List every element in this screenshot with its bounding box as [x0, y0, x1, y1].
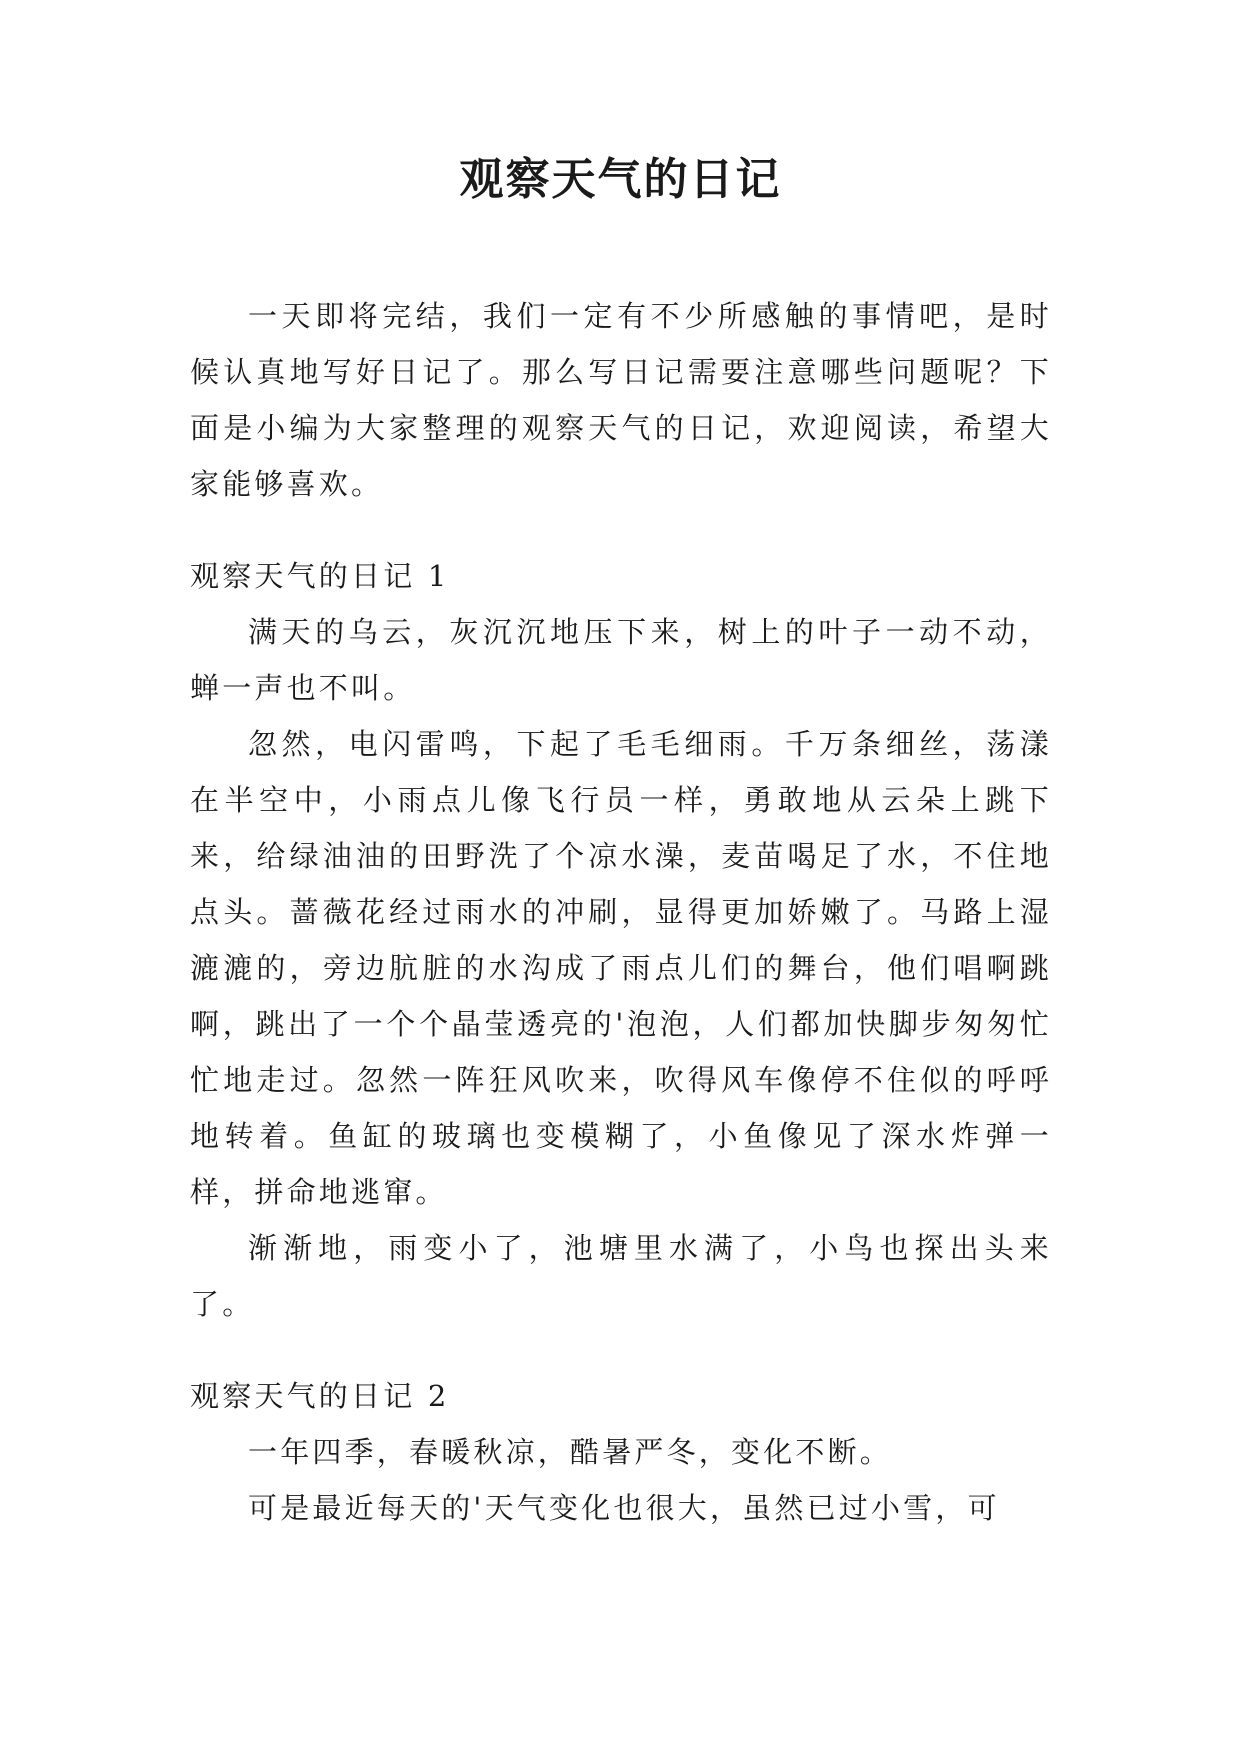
section-spacer [190, 1332, 1052, 1368]
section-paragraph: 可是最近每天的'天气变化也很大，虽然已过小雪，可 [248, 1491, 1000, 1525]
diary-section-1 [190, 548, 1052, 1332]
section-spacer [190, 512, 1052, 548]
diary-section-2 [190, 1368, 1052, 1536]
section-paragraph: 一年四季，春暖秋凉，酷暑严冬，变化不断。 [248, 1435, 893, 1469]
section-paragraph: 渐渐地，雨变小了，池塘里水满了，小鸟也探出头来了。 [190, 1231, 1052, 1321]
document-body [190, 288, 1052, 1536]
section-paragraph: 忽然，电闪雷鸣，下起了毛毛细雨。千万条细丝，荡漾在半空中，小雨点儿像飞行员一样，勇敢地从云朵上跳下来，给绿油油的田野洗了个凉水澡，麦苗喝足了水，不住地点头。蔷薇花经过雨水的冲刷，显得更加娇嫩了。马路上湿漉漉的，旁边肮脏的水沟成了雨点儿们的舞台，他们唱啊跳啊，跳出了一个个晶莹透亮的'泡泡，人们都加快脚步匆匆忙忙地走过。忽然一阵狂风吹来，吹得风车像停不住似的呼呼地转着。鱼缸的玻璃也变模糊了，小鱼像见了深水炸弹一样，拼命地逃窜。 [190, 727, 1052, 1209]
section-paragraph: 满天的乌云，灰沉沉地压下来，树上的叶子一动不动，蝉一声也不叫。 [190, 615, 1052, 705]
section-heading: 观察天气的日记 2 [190, 1379, 450, 1413]
document-title: 观察天气的日记 [459, 154, 782, 205]
intro-paragraph: 一天即将完结，我们一定有不少所感触的事情吧，是时候认真地写好日记了。那么写日记需要注意哪些问题呢？下面是小编为大家整理的观察天气的日记，欢迎阅读，希望大家能够喜欢。 [190, 299, 1052, 501]
section-heading: 观察天气的日记 1 [190, 559, 450, 593]
